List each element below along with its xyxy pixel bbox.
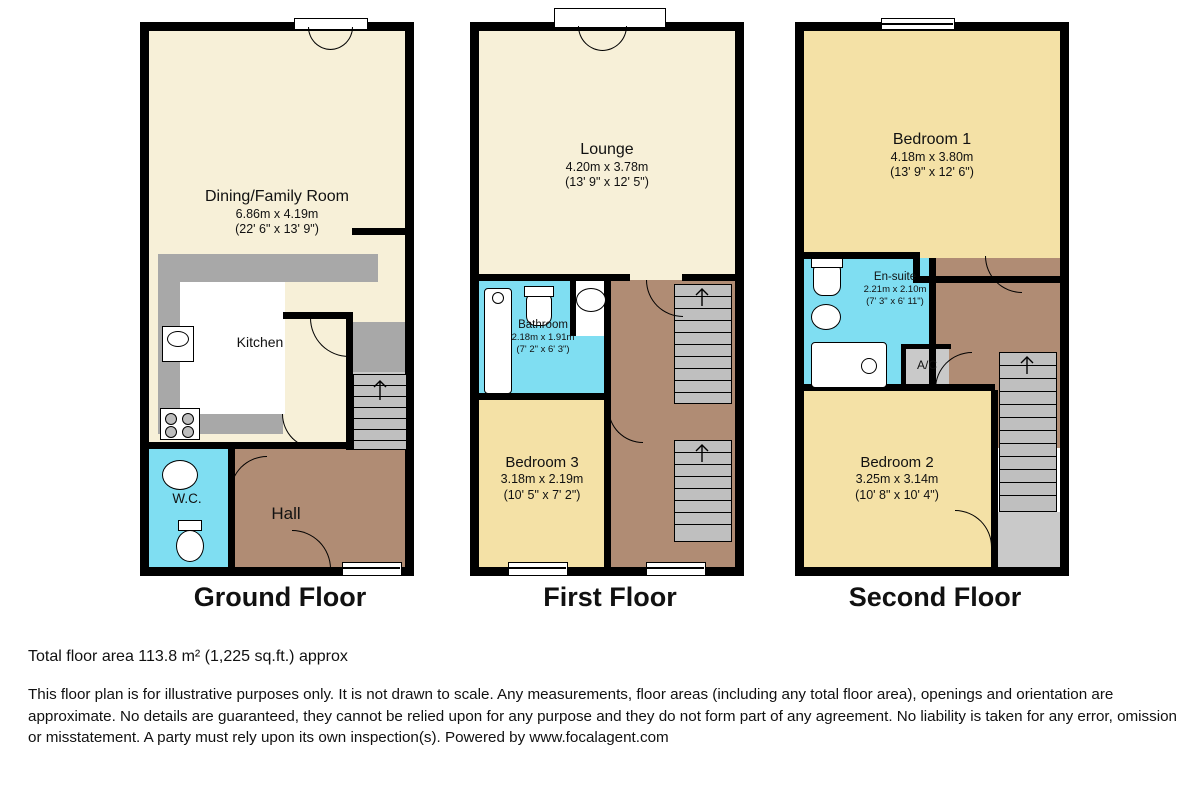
wall-top: [140, 22, 414, 31]
label-lounge: Lounge 4.20m x 3.78m (13' 9" x 12' 5"): [565, 141, 649, 189]
wall-right: [1060, 22, 1069, 576]
wc-basin-icon: [162, 460, 198, 490]
window-top-first: [554, 8, 666, 28]
label-kitchen: Kitchen: [236, 334, 284, 350]
total-floor-area: Total floor area 113.8 m² (1,225 sq.ft.) approx: [28, 648, 348, 665]
wall-bed2-right: [991, 390, 998, 568]
staircase-second: [999, 352, 1057, 512]
wall-lounge-right-lower: [682, 274, 736, 281]
shower-drain-icon: [861, 358, 877, 374]
kitchen-run-top: [158, 254, 378, 282]
ensuite-cistern-icon: [811, 258, 843, 268]
basin-icon: [576, 288, 606, 312]
label-hall: Hall: [271, 504, 301, 523]
disclaimer-text: This floor plan is for illustrative purposes only. It is not drawn to scale. Any measurements, floor areas (including any total floor area), openings and orientation are approximate. No details are guaranteed, they cannot be relied upon for any purpose and they do not form part of any agreement. No liability is taken for any error, omission or misstatement. A party must rely upon its own inspection(s). Powered by www.focalagent.com: [28, 686, 1177, 747]
wall-right: [735, 22, 744, 576]
stair-down-arrow: [690, 442, 714, 464]
label-ac: A/C: [916, 358, 937, 372]
first-floor-plan: [470, 22, 760, 612]
footer: [28, 648, 1178, 749]
bath-tap-icon: [492, 292, 504, 304]
ensuite-basin-icon: [811, 304, 841, 330]
bed2-corner-block: [995, 512, 1061, 568]
label-dining-family: Dining/Family Room 6.86m x 4.19m (22' 6" x 13' 9"): [204, 188, 350, 236]
wall-right: [405, 22, 414, 576]
wall-bottom: [795, 567, 1069, 576]
label-wc: W.C.: [172, 491, 202, 506]
ground-floor-plan: [140, 22, 430, 612]
stair-up-arrow: [690, 286, 714, 308]
wall-hall-top: [149, 442, 349, 449]
stair-direction-arrow: [368, 378, 392, 402]
ground-landing-block: [352, 322, 406, 372]
wc-cistern-icon: [178, 520, 202, 531]
label-bedroom3: Bedroom 3 3.18m x 2.19m (10' 5" x 7' 2"): [500, 454, 584, 502]
label-bathroom: Bathroom 2.18m x 1.91m (7' 2" x 6' 3"): [511, 319, 575, 355]
wall-ac-top: [901, 344, 951, 349]
window-bottom: [342, 562, 402, 576]
first-floor-title: First Floor: [543, 582, 677, 612]
label-ensuite: En-suite 2.21m x 2.10m (7' 3" x 6' 11"): [863, 271, 927, 307]
wall-left: [795, 22, 804, 576]
stair-arrow-second: [1015, 354, 1039, 376]
ground-floor-title: Ground Floor: [193, 582, 367, 612]
label-bedroom2: Bedroom 2 3.25m x 3.14m (10' 8" x 10' 4"): [855, 454, 939, 502]
wall-bath-bottom: [470, 393, 611, 400]
window-bed3-bottom: [508, 562, 568, 576]
toilet-cistern-icon: [524, 286, 554, 297]
second-floor-title: Second Floor: [848, 582, 1022, 612]
second-floor-plan: [795, 22, 1085, 612]
wc-toilet-icon: [176, 530, 204, 562]
label-bedroom1: Bedroom 1 4.18m x 3.80m (13' 9" x 12' 6"): [890, 131, 974, 179]
window-landing-bottom: [646, 562, 706, 576]
wall-stair-left: [346, 372, 353, 450]
